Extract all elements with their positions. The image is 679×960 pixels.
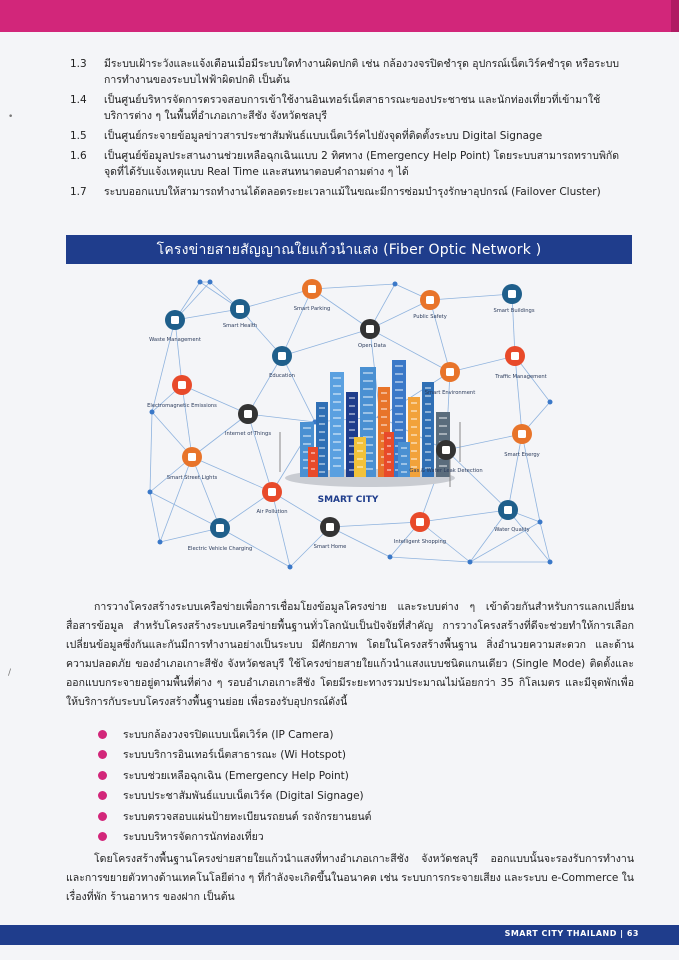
node-glyph [216,524,224,532]
building-window [401,455,407,457]
building-window [381,392,387,394]
building-window [425,387,431,389]
top-accent-bar [0,0,679,32]
node-glyph [236,305,244,313]
building-window [395,365,403,367]
numbered-item [70,56,630,88]
network-link [150,492,160,542]
numbered-item [70,148,630,180]
trash-bin-icon [149,310,201,343]
network-link [312,284,395,289]
node-glyph [442,446,450,454]
building-window [387,469,391,471]
node-glyph [366,325,374,333]
leaf-icon [425,362,475,396]
building-window [381,416,387,418]
building-window [319,415,325,417]
node-glyph [268,488,276,496]
network-link [515,356,522,434]
building-window [333,393,341,395]
building-window [411,426,417,428]
building-window [425,403,431,405]
building-window [319,463,325,465]
building-window [401,471,407,473]
building-window [411,458,417,460]
building-window [387,437,391,439]
network-link [248,414,272,492]
building-icon [493,284,534,314]
building-window [425,443,431,445]
node-glyph [446,368,454,376]
bullet-text: ระบบประชาสัมพันธ์แบบเน็ตเวิร์ค (Digital Signage) [123,790,364,803]
building-window [363,412,373,414]
node-label: Smart Energy [504,452,540,458]
node-glyph [504,506,512,514]
node-label: Public Safety [413,314,447,320]
paragraph-intro: การวางโครงสร้างระบบเครือข่ายเพื่อการเชื่อมโยงข้อมูลโครงข่าย และระบบต่าง ๆ เข้าด้วยกันสำหรับการแลกเปลี่ยนสื่อสารข้อมูล สำหรับโครงสร้างระบบเครือข่ายพื้นฐานทั่วโลกนับเป็นปัจจัยที่สำคัญ การวางโครงสร้างที่ดีจะช่วยทำให้การเลือกเปลี่ยนข้อมูลซึ่งกันและกันมีการทำงานอย่างเป็นระบบ มีศักยภาพ โดยในโครงสร้างพื้นฐาน สิ่งอำนวยความสะดวก และด้านความปลอดภัย ของอำเภอเกาะสีชัง จังหวัดชลบุรี ใช้โครงข่ายสายใยแก้วนำแสงแบบชนิดแกนเดียว (Single Mode) ติดตั้งและออกแบบกระจายอยู่ตามพื้นที่ต่าง ๆ รอบอำเภอเกาะสีชัง โดยมีระยะทางรวมประมาณไม่น้อยกว่า 35 กิโลเมตร และมีจุดพักเพื่อให้บริการกับระบบโครงสร้างพื้นฐานย่อย เพื่อรองรับอุปกรณ์ดังนี้ [66,601,634,708]
node-label: Internet of Things [224,431,272,437]
building-window [357,450,363,452]
building-window [363,388,373,390]
building-window [411,450,417,452]
building-window [425,435,431,437]
building-window [333,441,341,443]
item-text: เป็นศูนย์บริหารจัดการตรวจสอบการเข้าใช้งานอินเทอร์เน็ตสาธารณะของประชาชน และนักท่องเที่ยวที่เข้ามาใช้บริการต่าง ๆ ในพื้นที่อำเภอเกาะสีชัง จังหวัดชลบุรี [104,94,601,122]
car-icon [294,279,331,312]
node-glyph [518,430,526,438]
building-window [311,468,315,470]
bullet-item [98,786,598,807]
bullet-list [98,724,598,847]
building-window [349,413,355,415]
bullet-item [98,827,598,848]
building-window [411,402,417,404]
building-window [395,413,403,415]
bullet-dot-icon [98,730,107,739]
building-window [333,433,341,435]
node-label: Education [269,373,295,379]
network-link [420,510,508,522]
node-glyph [416,518,424,526]
bullet-text: ระบบกล้องวงจรปิดแบบเน็ตเวิร์ค (IP Camera) [123,728,334,741]
antenna-icon [147,375,217,409]
network-dot [468,560,473,565]
network-link [430,300,450,372]
network-dot [388,555,393,560]
building-window [357,466,363,468]
building-window [333,385,341,387]
building-window [395,373,403,375]
node-glyph [326,523,334,531]
droplet-icon [409,440,482,474]
section-title: โครงข่ายสายสัญญาณใยแก้วนำแสง (Fiber Optic Network ) [156,241,542,258]
node-glyph [244,410,252,418]
building-window [349,405,355,407]
network-icon [225,404,271,437]
node-label: Smart Street Lights [166,475,218,481]
item-number: 1.7 [70,186,87,198]
building-window [357,442,363,444]
bullet-item [98,806,598,827]
node-glyph [171,316,179,324]
building-window [333,377,341,379]
network-link [248,356,282,414]
network-link [182,385,248,414]
node-label: Water Quality [494,527,530,533]
building-window [439,417,447,419]
city-building [330,372,344,477]
node-label: Gas & Water Leak Detection [409,468,483,474]
bullet-dot-icon [98,832,107,841]
bullet-text: ระบบบริหารจัดการนักท่องเที่ยว [123,831,264,844]
node-label: Electromagnetic Emissions [147,403,217,409]
building-window [319,455,325,457]
margin-mark: • [8,112,14,122]
node-label: Electric Vehicle Charging [187,546,253,552]
network-link [272,492,290,567]
building-window [363,396,373,398]
network-dot [198,280,203,285]
network-link [430,294,512,300]
bullet-text: ระบบตรวจสอบแผ่นป้ายทะเบียนรถยนต์ รถจักรยานยนต์ [123,810,372,823]
building-window [387,453,391,455]
building-window [311,460,315,462]
building-window [381,408,387,410]
building-window [349,421,355,423]
light-bulb-icon [167,447,218,481]
node-glyph [278,352,286,360]
item-text: เป็นศูนย์ข้อมูลประสานงานช่วยเหลือฉุกเฉินแบบ 2 ทิศทาง (Emergency Help Point) โดยระบบสามารถทราบพิกัดจุดที่ได้รับแจ้งเหตุแบบ Real Time และสนทนาตอบคำถามต่าง ๆ ได้ [104,150,620,178]
numbered-item [70,184,630,200]
network-link [182,385,192,457]
network-link [150,412,152,492]
building-window [425,427,431,429]
plug-icon [504,424,540,458]
building-window [319,439,325,441]
bullet-dot-icon [98,791,107,800]
building-window [311,452,315,454]
building-window [411,442,417,444]
node-glyph [508,290,516,298]
network-link [282,356,315,422]
building-window [425,411,431,413]
building-window [395,421,403,423]
node-label: Smart Buildings [493,308,535,314]
building-window [395,381,403,383]
network-link [282,289,312,356]
footer-text: SMART CITY THAILAND | 63 [504,929,639,938]
network-link [390,557,470,562]
item-number: 1.4 [70,94,87,106]
numbered-item [70,128,630,144]
building-window [303,427,311,429]
network-link [370,329,450,372]
network-dot [150,410,155,415]
building-window [349,397,355,399]
building-window [303,435,311,437]
building-window [333,465,341,467]
building-window [425,459,431,461]
network-link [330,527,390,557]
traffic-camera-icon [494,346,546,380]
building-window [333,425,341,427]
building-window [319,447,325,449]
network-dot [538,520,543,525]
building-window [349,429,355,431]
building-window [363,428,373,430]
building-window [381,424,387,426]
network-link [330,522,420,527]
building-window [319,423,325,425]
building-window [425,419,431,421]
network-dot [548,400,553,405]
network-link [446,434,522,450]
building-window [333,401,341,403]
building-window [387,461,391,463]
item-text: มีระบบเฝ้าระวังและแจ้งเตือนเมื่อมีระบบใดทำงานผิดปกติ เช่น กล้องวงจรปิดชำรุด อุปกรณ์เน็ตเวิร์คชำรุด หรือระบบการทำงานของระบบไฟฟ้าผิดปกติ เป็นต้น [104,58,620,86]
building-window [401,447,407,449]
node-glyph [308,285,316,293]
node-label: Intelligent Shopping [393,539,447,545]
network-dot [548,560,553,565]
building-window [333,449,341,451]
building-window [401,463,407,465]
house-icon [314,517,347,550]
network-dot [208,280,213,285]
building-window [411,418,417,420]
building-window [395,389,403,391]
building-window [439,433,447,435]
building-window [387,445,391,447]
network-link [508,434,522,510]
margin-mark: / [8,668,12,678]
building-window [439,465,447,467]
node-label: Air Pollution [256,509,288,515]
item-number: 1.3 [70,58,87,70]
building-window [319,471,325,473]
building-window [425,451,431,453]
network-dot [288,565,293,570]
building-window [411,410,417,412]
building-window [319,407,325,409]
building-window [333,417,341,419]
item-number: 1.6 [70,150,87,162]
building-window [395,405,403,407]
node-glyph [426,296,434,304]
network-link [248,414,315,422]
numbered-item [70,92,630,124]
bullet-item [98,724,598,745]
building-window [333,457,341,459]
building-window [363,372,373,374]
building-window [303,443,311,445]
network-link [150,492,220,528]
building-window [363,420,373,422]
building-window [381,400,387,402]
network-dot [393,282,398,287]
shopping-cart-icon [394,512,446,545]
node-glyph [178,381,186,389]
building-window [333,409,341,411]
node-glyph [511,352,519,360]
bullet-text: ระบบบริการอินเทอร์เน็ตสาธารณะ (Wi Hotspot) [123,749,347,762]
bullet-item [98,765,598,786]
bullet-dot-icon [98,750,107,759]
item-number: 1.5 [70,130,87,142]
bullet-text: ระบบช่วยเหลือฉุกเฉิน (Emergency Help Point) [123,769,349,782]
top-accent-edge [671,0,679,32]
network-dot [148,490,153,495]
node-glyph [188,453,196,461]
building-window [357,458,363,460]
section-title-banner [66,235,632,264]
network-link [446,450,508,510]
node-label: Smart Environment [424,390,476,396]
network-dot [158,540,163,545]
node-label: Open Data [358,343,386,349]
network-link [282,329,370,356]
building-window [363,404,373,406]
item-text: ระบบออกแบบให้สามารถทำงานได้ตลอดระยะเวลาแม้ในขณะมีการซ่อมบำรุงรักษาอุปกรณ์ (Failover Cluster) [104,186,601,198]
building-window [395,397,403,399]
charging-plug-icon [188,518,253,552]
network-link [450,356,515,372]
bullet-dot-icon [98,771,107,780]
node-label: Smart Parking [293,306,331,312]
network-link [522,434,540,522]
bullet-dot-icon [98,812,107,821]
smart-city-diagram [140,272,560,572]
numbered-list [70,56,630,204]
graduation-cap-icon [269,346,295,379]
bullet-item [98,745,598,766]
node-label: Smart Home [313,544,347,550]
medical-kit-icon [223,299,257,329]
network-link [152,320,175,412]
building-window [395,429,403,431]
item-text: เป็นศูนย์กระจายข้อมูลข่าวสารประชาสัมพันธ์แบบเน็ตเวิร์คไปยังจุดที่ติดตั้งระบบ Digital Signage [104,130,543,142]
node-label: Traffic Management [495,374,547,380]
building-window [363,380,373,382]
building-window [319,431,325,433]
building-window [439,425,447,427]
smart-city-label: SMART CITY [317,495,379,505]
paragraph-closing: โดยโครงสร้างพื้นฐานโครงข่ายสายใยแก้วนำแสงที่ทางอำเภอเกาะสีชัง จังหวัดชลบุรี ออกแบบนั้นจะรองรับการทำงานและการขยายตัวทางด้านเทคโนโลยีต่าง ๆ ที่กำลังจะเกิดขึ้นในอนาคต เช่น ระบบการกระจายเสียง และระบบ e-Commerce ในเรื่องที่พัก ร้านอาหาร ของฝาก เป็นต้น [66,853,634,903]
node-label: Smart Health [222,323,258,329]
node-label: Waste Management [149,337,201,343]
building-window [411,434,417,436]
building-window [395,437,403,439]
